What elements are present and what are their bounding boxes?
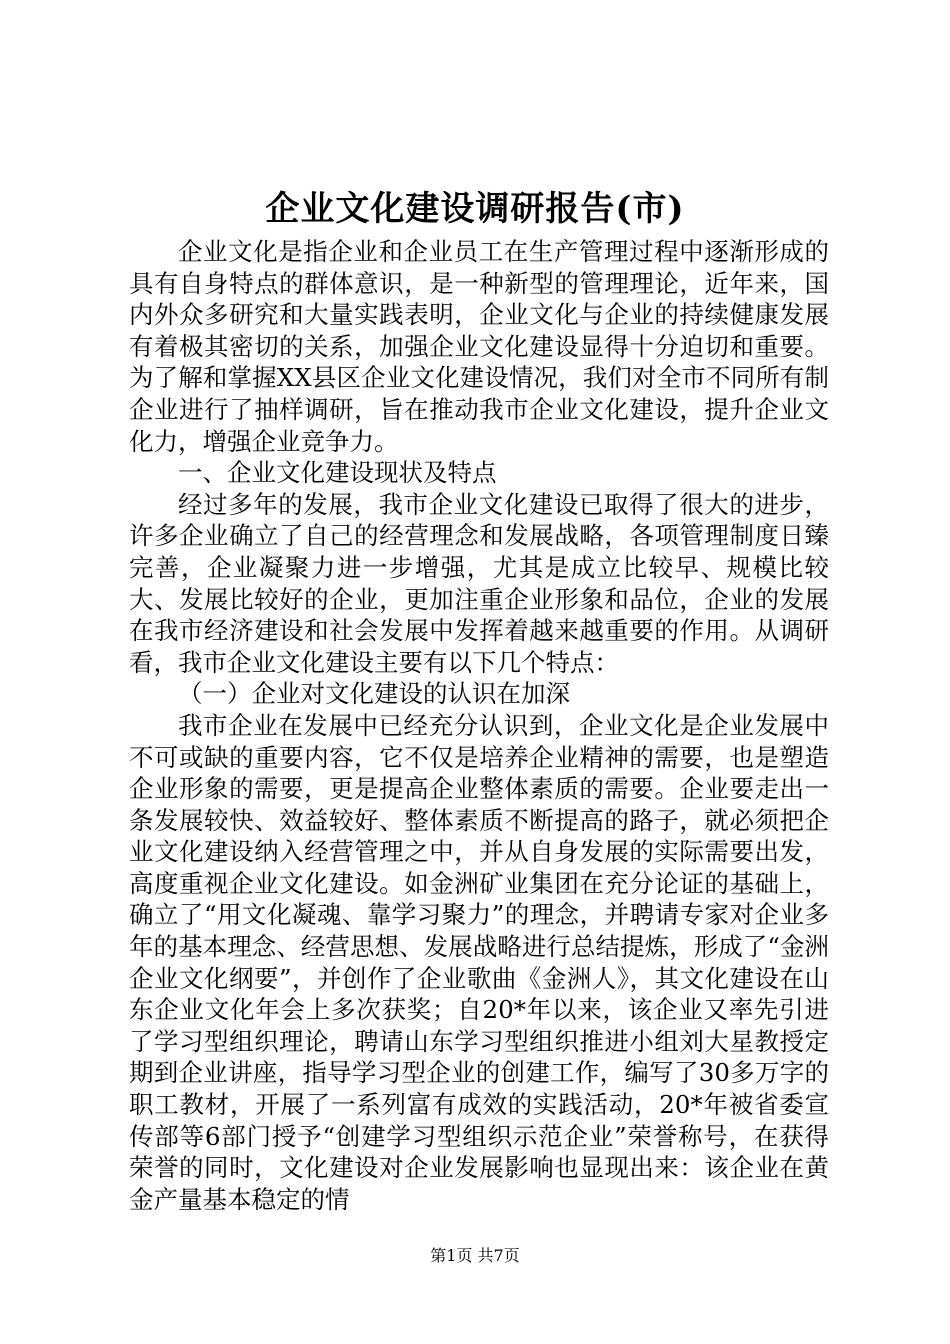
paragraph-status: 经过多年的发展，我市企业文化建设已取得了很大的进步，许多企业确立了自己的经营理念和发展战略，各项管理制度日臻完善，企业凝聚力进一步增强，尤其是成立比较早、规模比较大、发展比较好的企业，更加注重企业形象和品位，企业的发展在我市经济建设和社会发展中发挥着越来越重要的作用。从调研看，我市企业文化建设主要有以下几个特点： bbox=[129, 489, 829, 677]
paragraph-awareness: 我市企业在发展中已经充分认识到，企业文化是企业发展中不可或缺的重要内容，它不仅是培养企业精神的需要，也是塑造企业形象的需要，更是提高企业整体素质的需要。企业要走出一条发展较快、效益较好、整体素质不断提高的路子，就必须把企业文化建设纳入经营管理之中，并从自身发展的实际需要出发，高度重视企业文化建设。如金洲矿业集团在充分论证的基础上，确立了“用文化凝魂、靠学习聚力”的理念，并聘请专家对企业多年的基本理念、经营思想、发展战略进行总结提炼，形成了“金洲企业文化纲要”，并创作了企业歌曲《金洲人》，其文化建设在山东企业文化年会上多次获奖；自20*年以来，该企业又率先引进了学习型组织理论，聘请山东学习型组织推进小组刘大星教授定期到企业讲座，指导学习型企业的创建工作，编写了30多万字的职工教材，开展了一系列富有成效的实践活动，20*年被省委宣传部等6部门授予“创建学习型组织示范企业”荣誉称号，在获得荣誉的同时，文化建设对企业发展影响也显现出来：该企业在黄金产量基本稳定的情 bbox=[129, 710, 829, 1214]
document-title: 企业文化建设调研报告(市) bbox=[265, 189, 685, 229]
section-heading-1: 一、企业文化建设现状及特点 bbox=[178, 458, 497, 488]
page-number-footer: 第1页 共7页 bbox=[430, 1246, 520, 1265]
document-body bbox=[129, 236, 829, 1215]
subsection-heading-1: （一）企业对文化建设的认识在加深 bbox=[178, 679, 570, 709]
paragraph-intro: 企业文化是指企业和企业员工在生产管理过程中逐渐形成的具有自身特点的群体意识，是一种新型的管理理论，近年来，国内外众多研究和大量实践表明，企业文化与企业的持续健康发展有着极其密切的关系，加强企业文化建设显得十分迫切和重要。为了解和掌握XX县区企业文化建设情况，我们对全市不同所有制企业进行了抽样调研，旨在推动我市企业文化建设，提升企业文化力，增强企业竞争力。 bbox=[129, 237, 829, 456]
